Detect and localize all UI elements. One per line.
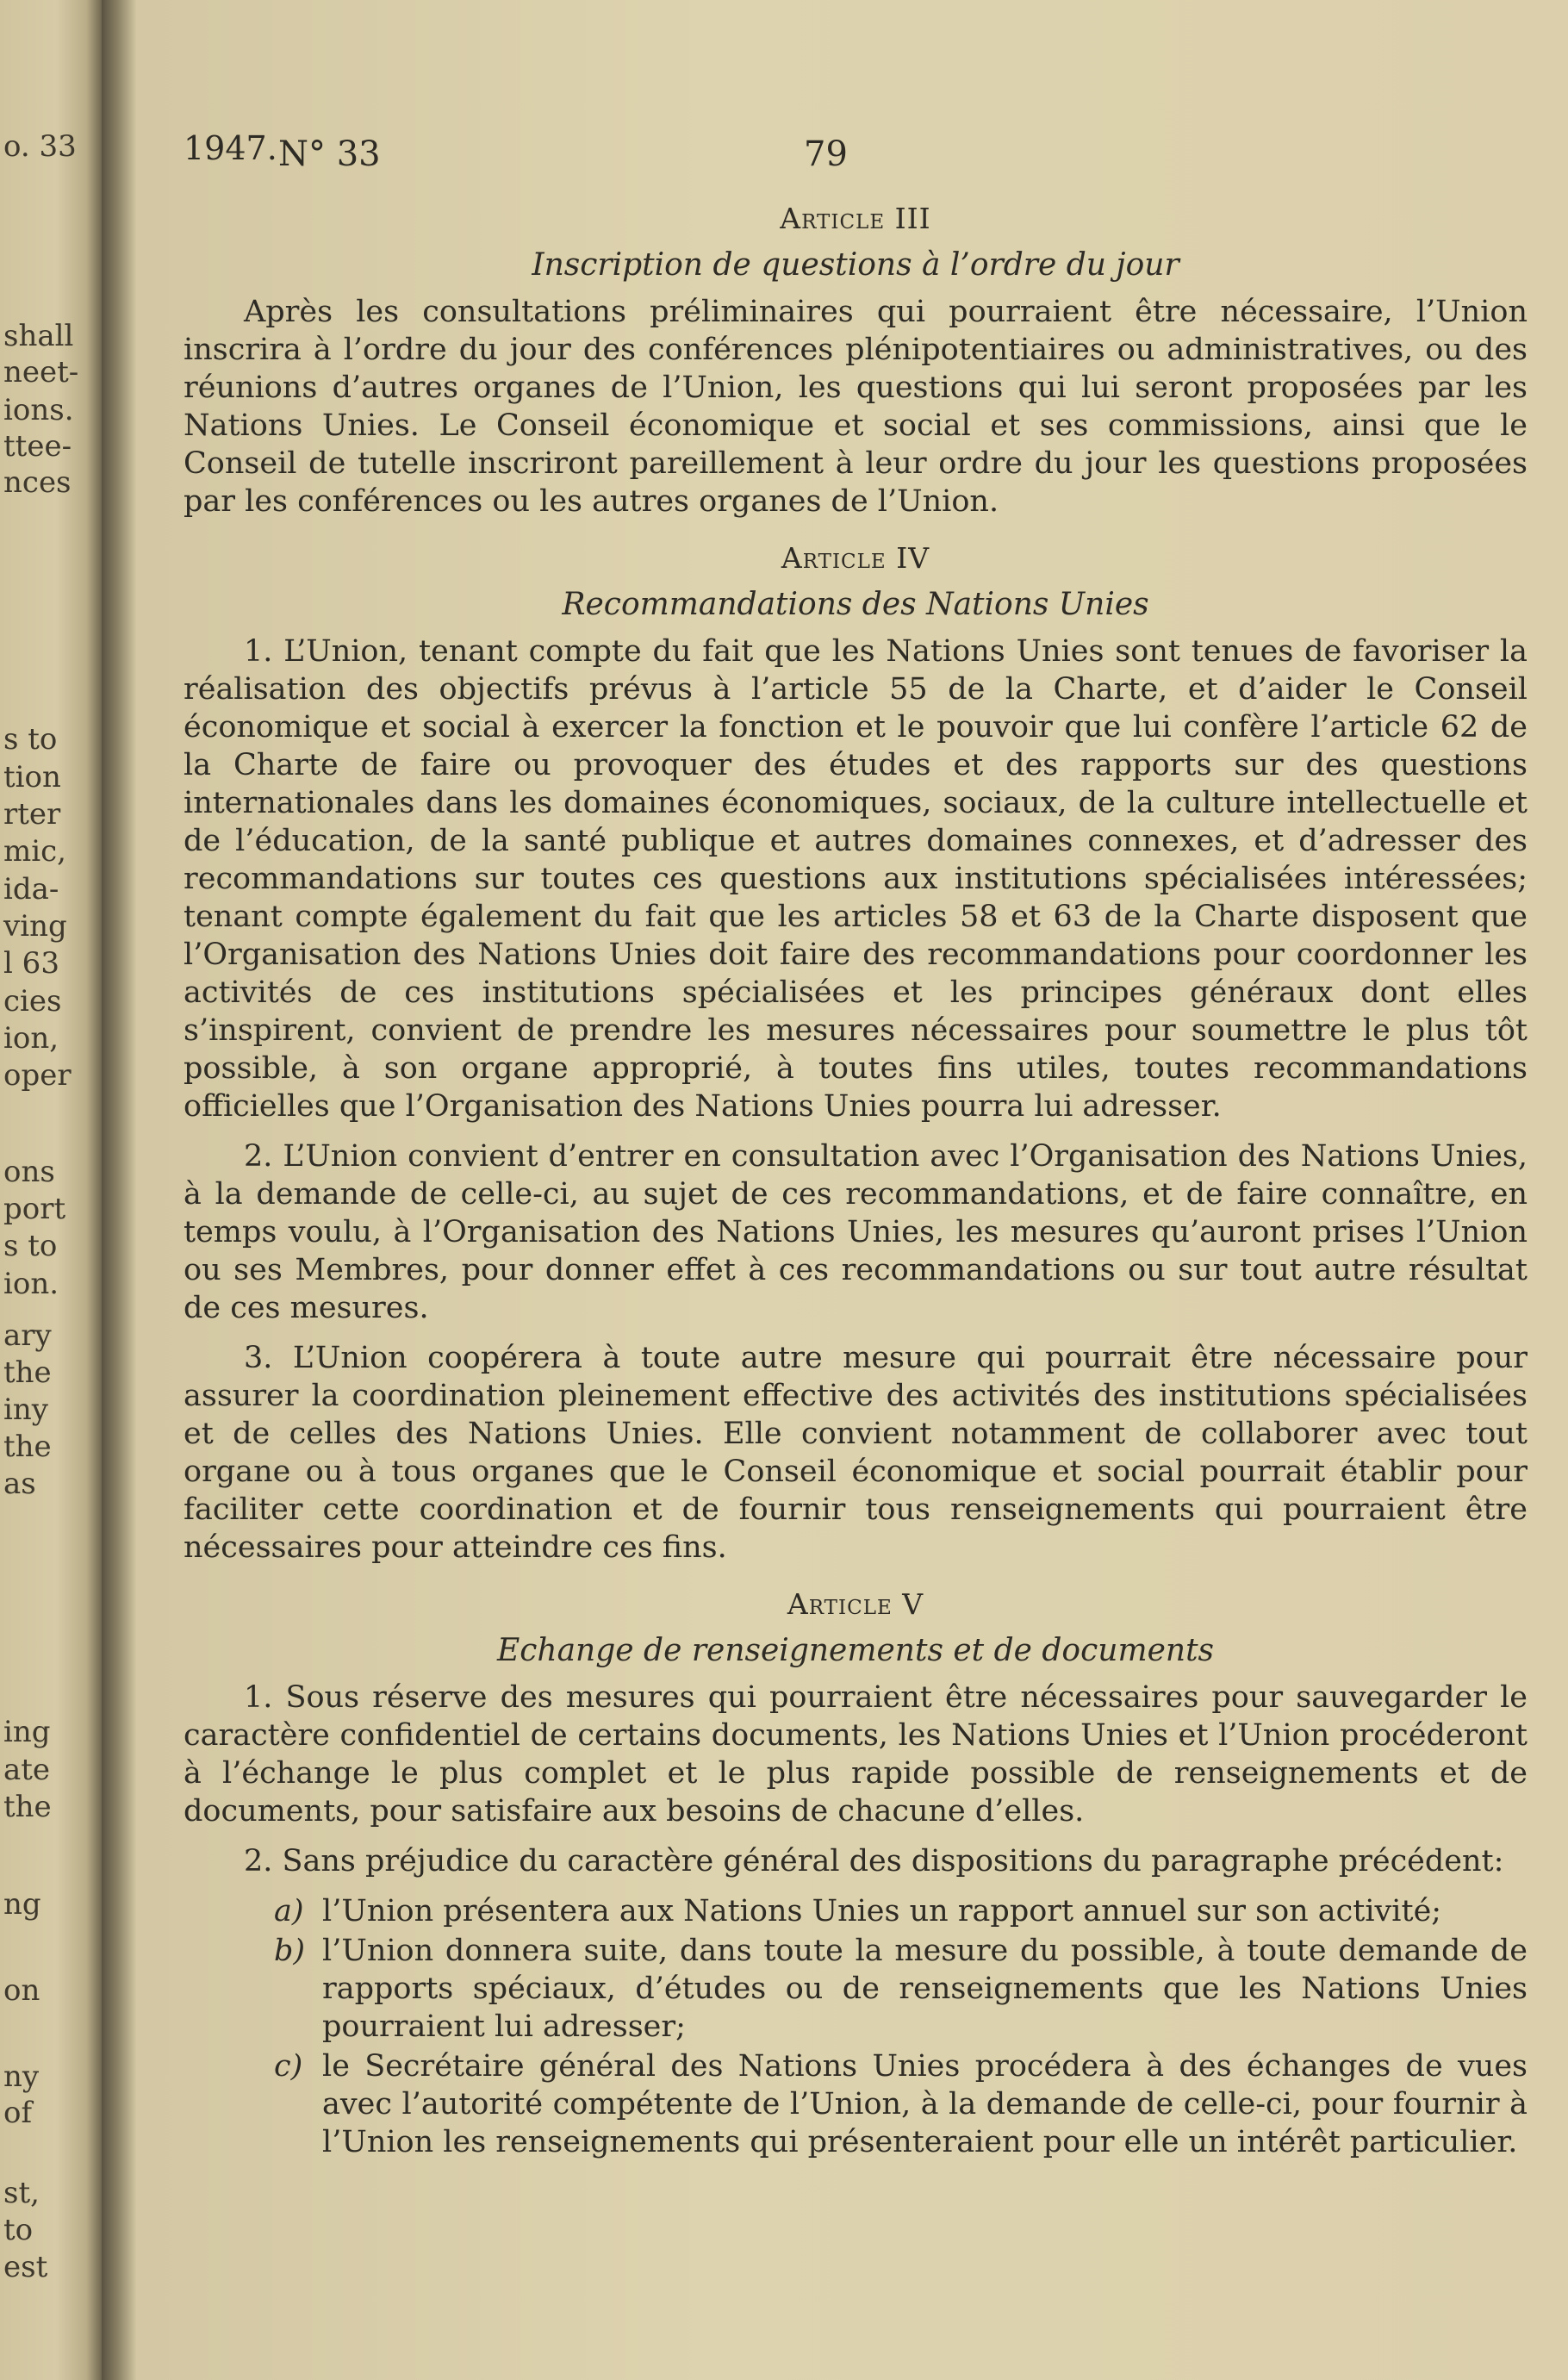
left-page-fragment: neet- — [3, 355, 79, 389]
list-item-text: l’Union donnera suite, dans toute la mesure du possible, à toute demande de rapports spéciaux, d’études ou de renseignements que les Nations Unies pourraient lui adresser; — [322, 1934, 1528, 2044]
left-page-fragment: s to — [3, 722, 58, 757]
sub-item-list — [184, 1892, 1528, 2161]
left-page-fragment: ing — [3, 1715, 51, 1749]
left-page-fragment: the — [3, 1355, 52, 1390]
left-page-fragment: ions. — [3, 393, 74, 427]
article-heading: Article III — [780, 202, 931, 235]
left-page-fragment: ida- — [3, 872, 59, 907]
left-page-fragment: the — [3, 1430, 52, 1464]
article-iv — [184, 541, 1528, 1567]
left-page-fragment: ny — [3, 2059, 40, 2094]
page-content — [184, 129, 1528, 2163]
paragraph: 1. L’Union, tenant compte du fait que les Nations Unies sont tenues de favoriser la réalisation des objectifs prévus à l’article 55 de la Charte, et d’aider le Conseil économique et social à exercer la fonction et le pouvoir que lui confère l’article 62 de la Charte de faire ou provoquer des études et des rapports sur des questions internationales dans les domaines économiques, sociaux, de la culture intellectuelle et de l’éducation, de la santé publique et autres domaines connexes, et d’adresser des recommandations sur toutes ces questions aux institutions spécialisées intéressées; tenant compte également du fait que les articles 58 et 63 de la Charte disposent que l’Organisation des Nations Unies doit faire des recommandations pour coordonner les activités de ces institutions spécialisées et les principes généraux dont elles s’inspirent, convient de prendre les mesures nécessaires pour soumettre le plus tôt possible, à son organe approprié, à toutes fins utiles, toutes recommandations officielles que l’Organisation des Nations Unies pourra lui adresser. — [184, 634, 1528, 1124]
article-subtitle: Inscription de questions à l’ordre du jour — [532, 247, 1179, 283]
left-page-fragment: ving — [3, 909, 67, 944]
left-page-fragment: cies — [3, 984, 62, 1019]
paragraph: 2. L’Union convient d’entrer en consultation avec l’Organisation des Nations Unies, à la demande de celle-ci, au sujet de ces recommandations, et de faire connaître, en temps voulu, à l’Organisation des Nations Unies, les mesures qu’auront prises l’Union ou ses Membres, pour donner effet à ces recommandations ou sur tout autre résultat de ces mesures. — [184, 1139, 1528, 1325]
paragraph: 1. Sous réserve des mesures qui pourraient être nécessaires pour sauvegarder le caractère confidentiel de certains documents, les Nations Unies et l’Union procéderont à l’échange le plus complet et le plus rapide possible de renseignements et de documents, pour satisfaire aux besoins de chacune d’elles. — [184, 1680, 1528, 1829]
left-page-fragment: l 63 — [3, 946, 59, 981]
list-item-text: le Secrétaire général des Nations Unies procédera à des échanges de vues avec l’autorité compétente de l’Union, à la demande de celle-ci, pour fournir à l’Union les renseignements qui présenteraient pour elle un intérêt particulier. — [322, 2049, 1528, 2159]
left-page-fragment: ng — [3, 1887, 41, 1922]
adjacent-page-edge — [0, 0, 102, 2380]
article-heading: Article V — [787, 1587, 924, 1621]
list-item — [184, 1892, 1528, 1930]
list-marker: a) — [274, 1894, 304, 1928]
left-page-fragment: o. 33 — [3, 129, 77, 164]
list-item — [184, 2047, 1528, 2161]
list-item-text: l’Union présentera aux Nations Unies un rapport annuel sur son activité; — [322, 1894, 1442, 1928]
left-page-fragment: ion. — [3, 1267, 59, 1301]
left-page-fragment: oper — [3, 1058, 72, 1093]
left-page-fragment: on — [3, 1973, 40, 2008]
left-page-fragment: ary — [3, 1318, 52, 1353]
left-page-fragment: shall — [3, 319, 74, 353]
article-subtitle: Echange de renseignements et de documents — [496, 1633, 1215, 1668]
article-heading: Article IV — [781, 541, 930, 575]
article-v — [184, 1587, 1528, 2161]
left-page-fragment: to — [3, 2213, 34, 2247]
left-page-fragment: ttee- — [3, 429, 72, 464]
left-page-fragment: nces — [3, 465, 72, 500]
running-head-year: 1947. — [184, 129, 277, 167]
left-page-fragment: of — [3, 2096, 33, 2130]
book-gutter — [102, 0, 136, 2380]
running-head — [184, 129, 1528, 181]
left-page-fragment: as — [3, 1467, 36, 1501]
left-page-fragment: s to — [3, 1229, 58, 1263]
article-iii — [184, 202, 1528, 520]
page-number: 79 — [804, 134, 848, 174]
left-page-fragment: port — [3, 1192, 66, 1226]
left-page-fragment: iny — [3, 1392, 48, 1427]
left-page-fragment: tion — [3, 760, 61, 794]
paragraph: 2. Sans préjudice du caractère général des dispositions du paragraphe précédent: — [244, 1844, 1504, 1878]
paragraph: Après les consultations préliminaires qui pourraient être nécessaire, l’Union inscrira à l’ordre du jour des conférences plénipotentiaires ou administratives, ou des réunions d’autres organes de l’Union, les questions qui lui seront proposées par les Nations Unies. Le Conseil économique et social et ses commissions, ainsi que le Conseil de tutelle inscriront pareillement à leur ordre du jour les questions proposées par les conférences ou les autres organes de l’Union. — [184, 295, 1528, 519]
left-page-fragment: ion, — [3, 1021, 59, 1056]
left-page-fragment: ons — [3, 1155, 55, 1189]
left-page-fragment: mic, — [3, 834, 66, 869]
left-page-fragment: est — [3, 2250, 48, 2284]
running-head-number: N° 33 — [278, 134, 381, 174]
left-page-fragment: rter — [3, 797, 61, 832]
document-page — [136, 0, 1568, 2380]
list-marker: b) — [274, 1934, 306, 1968]
left-page-fragment: the — [3, 1790, 52, 1824]
list-marker: c) — [274, 2049, 303, 2084]
list-item — [184, 1932, 1528, 2046]
article-subtitle: Recommandations des Nations Unies — [562, 587, 1149, 622]
paragraph: 3. L’Union coopérera à toute autre mesure qui pourrait être nécessaire pour assurer la coordination pleinement effective des activités des institutions spécialisées et de celles des Nations Unies. Elle convient notamment de collaborer avec tout organe ou à tous organes que le Conseil économique et social pourrait établir pour faciliter cette coordination et de fournir tous renseignements qui pourraient être nécessaires pour atteindre ces fins. — [184, 1341, 1528, 1565]
left-page-fragment: ate — [3, 1753, 51, 1787]
left-page-fragment: st, — [3, 2176, 40, 2210]
